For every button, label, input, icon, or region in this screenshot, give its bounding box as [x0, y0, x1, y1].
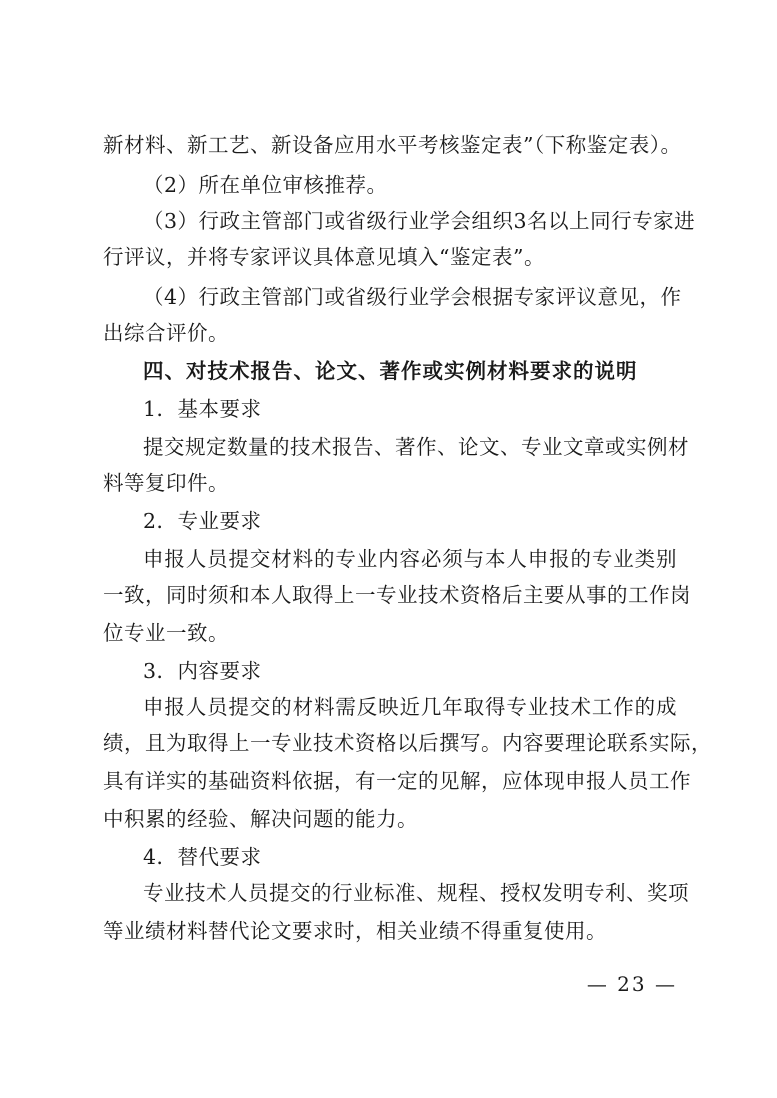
- text-line: 出综合评价。: [103, 321, 229, 345]
- text-line: 绩，且为取得上一专业技术资格以后撰写。内容要理论联系实际，: [103, 731, 712, 755]
- text-line: （2）所在单位审核推荐。: [143, 173, 388, 197]
- section-heading: 四、对技术报告、论文、著作或实例材料要求的说明: [143, 359, 638, 383]
- text-line: （3）行政主管部门或省级行业学会组织3名以上同行专家进: [143, 209, 696, 233]
- subheading: 2．专业要求: [143, 509, 262, 533]
- text-line: 专业技术人员提交的行业标准、规程、授权发明专利、奖项: [143, 881, 689, 905]
- subheading: 1．基本要求: [143, 397, 262, 421]
- text-line: 新材料、新工艺、新设备应用水平考核鉴定表”（下称鉴定表）。: [103, 133, 682, 157]
- text-line: 一致，同时须和本人取得上一专业技术资格后主要从事的工作岗: [103, 583, 691, 607]
- text-line: 具有详实的基础资料依据，有一定的见解，应体现申报人员工作: [103, 769, 691, 793]
- page-number: — 23 —: [586, 972, 677, 996]
- text-line: 提交规定数量的技术报告、著作、论文、专业文章或实例材: [143, 435, 689, 459]
- text-line: 申报人员提交的材料需反映近几年取得专业技术工作的成: [143, 695, 677, 719]
- text-line: 申报人员提交材料的专业内容必须与本人申报的专业类别: [143, 547, 677, 571]
- text-line: （4）行政主管部门或省级行业学会根据专家评议意见，作: [143, 285, 682, 309]
- subheading: 3．内容要求: [143, 659, 262, 683]
- text-line: 中积累的经验、解决问题的能力。: [103, 807, 418, 831]
- text-line: 行评议，并将专家评议具体意见填入“鉴定表”。: [103, 245, 545, 269]
- text-line: 等业绩材料替代论文要求时，相关业绩不得重复使用。: [103, 919, 607, 943]
- text-line: 位专业一致。: [103, 621, 229, 645]
- subheading: 4．替代要求: [143, 845, 262, 869]
- text-line: 料等复印件。: [103, 471, 229, 495]
